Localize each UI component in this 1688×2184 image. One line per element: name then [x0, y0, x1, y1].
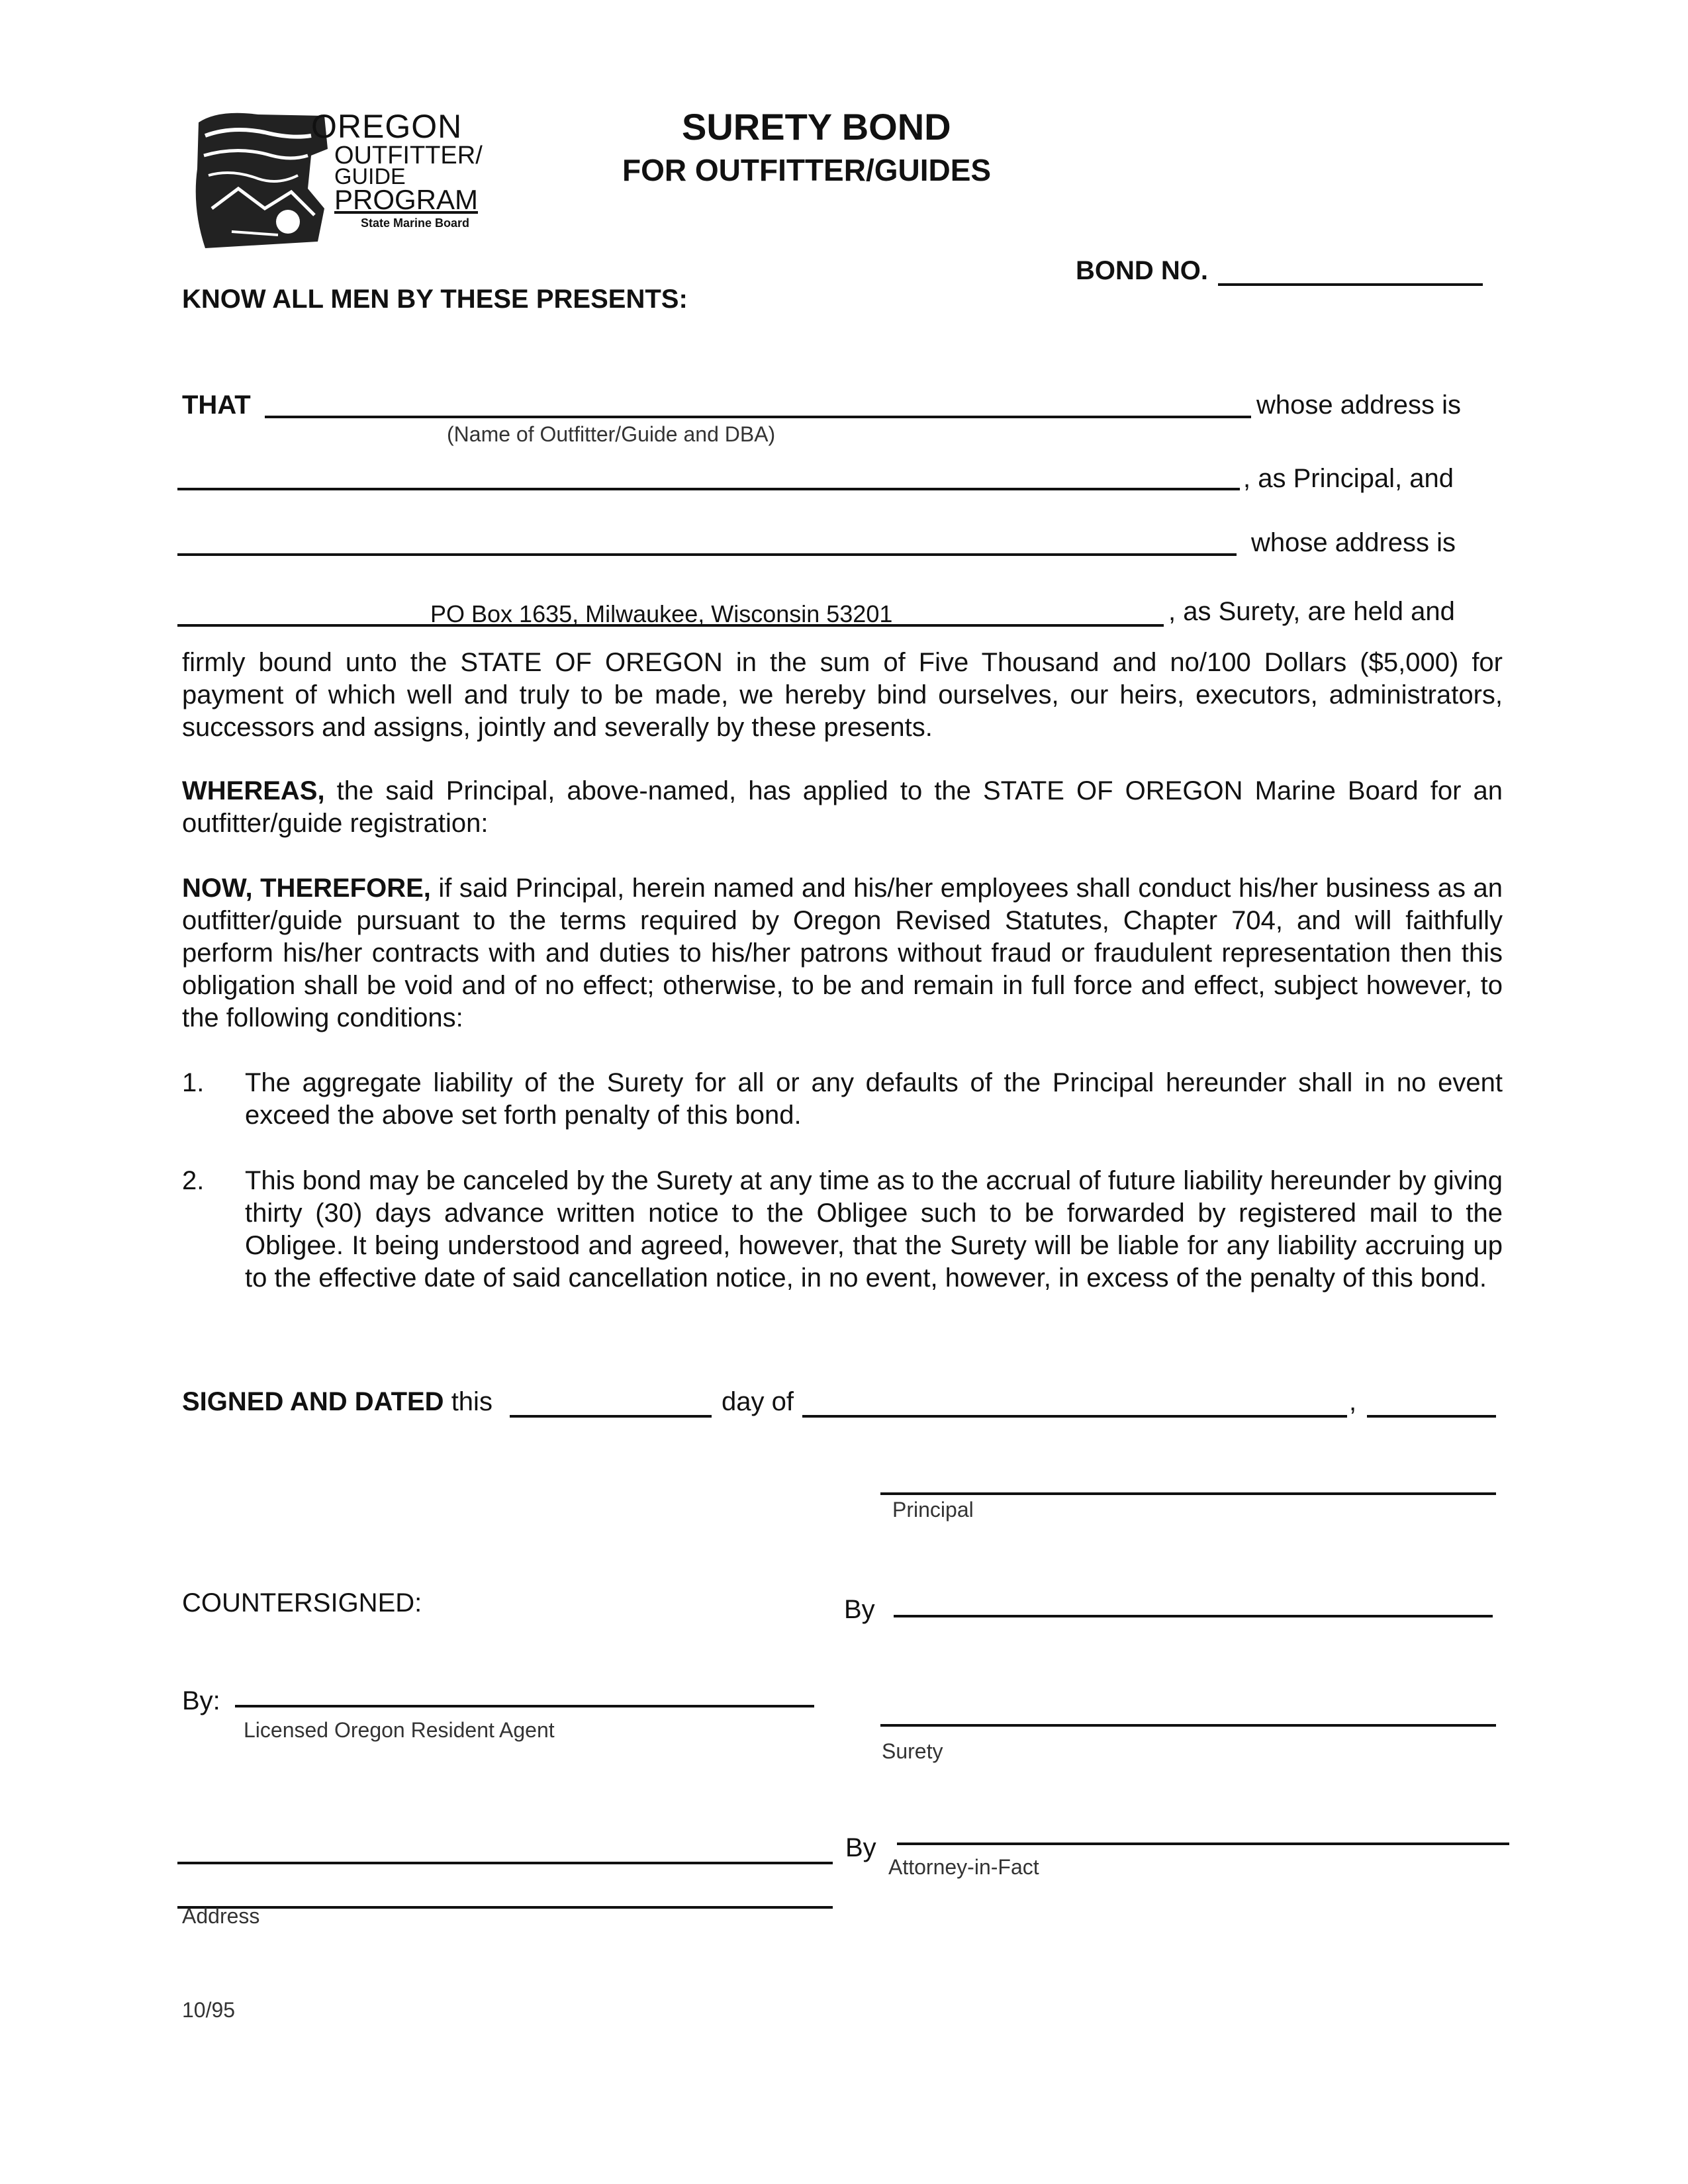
now-therefore-label: NOW, THEREFORE, — [182, 874, 431, 903]
surety-caption: Surety — [882, 1739, 943, 1763]
signed-and-dated — [182, 1386, 492, 1418]
condition-2-text: This bond may be canceled by the Surety at any time as to the accrual of future liability hereunder by giving thirty (30) days advance written notice to the Obligee such to be forwarded by registered mail to the Obligee. It being understood and agreed, however, that the Surety will be liable for any liability accruing up to the effective date of said cancellation notice, in no event, however, in excess of the penalty of this bond. — [245, 1166, 1503, 1293]
principal-caption: Principal — [892, 1498, 974, 1522]
signed-and-dated-label: SIGNED AND DATED — [182, 1387, 444, 1416]
form-date: 10/95 — [182, 1998, 236, 2022]
countersigned-label: COUNTERSIGNED: — [182, 1588, 422, 1617]
by-label-agent: By: — [182, 1686, 220, 1715]
oregon-outfitter-guide-program-logo — [192, 109, 510, 251]
logo-line-outfitter: OUTFITTER/ — [334, 142, 483, 169]
whose-address-label-2: whose address is — [1251, 528, 1456, 557]
logo-line-program: PROGRAM — [334, 184, 479, 215]
signed-this-label: this — [444, 1387, 492, 1416]
condition-1-text: The aggregate liability of the Surety for all or any defaults of the Principal hereunder shall in no event exceed the above set forth penalty of this bond. — [245, 1068, 1503, 1130]
principal-name-caption: (Name of Outfitter/Guide and DBA) — [447, 422, 776, 446]
whereas-label: WHEREAS, — [182, 776, 325, 805]
address-caption: Address — [182, 1904, 260, 1928]
now-therefore-paragraph — [182, 872, 1503, 1034]
agent-caption: Licensed Oregon Resident Agent — [244, 1718, 555, 1742]
page-title: SURETY BOND — [682, 106, 951, 148]
surety-address-value: PO Box 1635, Milwaukee, Wisconsin 53201 — [430, 600, 893, 627]
whose-address-label-1: whose address is — [1256, 390, 1462, 420]
page-subtitle: FOR OUTFITTER/GUIDES — [622, 153, 992, 187]
date-comma: , — [1349, 1387, 1357, 1416]
as-surety-label: , as Surety, are held and — [1168, 597, 1455, 626]
logo-line-guide: GUIDE — [334, 164, 406, 189]
that-label: THAT — [182, 390, 251, 420]
logo-sub: State Marine Board — [361, 216, 470, 230]
attorney-caption: Attorney-in-Fact — [888, 1855, 1039, 1879]
condition-1 — [245, 1067, 1503, 1132]
whereas-text: the said Principal, above-named, has applied to the STATE OF OREGON Marine Board for an outfitter/guide registration: — [182, 776, 1503, 838]
as-principal-label: , as Principal, and — [1243, 464, 1454, 493]
agent-address-line-2[interactable] — [177, 1906, 833, 1909]
logo-line-oregon: OREGON — [311, 108, 463, 145]
condition-2-number: 2. — [182, 1166, 205, 1195]
now-therefore-text: if said Principal, herein named and his/her employees shall conduct his/her business as an outfitter/guide pursuant to the terms required by Oregon Revised Statutes, Chapter 704, and will faithfully perform his/her contracts with and duties to his/her patrons without fraud or fraudulent representation then this obligation shall be void and of no effect; otherwise, to be and remain in full force and effect, subject however, to the following conditions: — [182, 874, 1503, 1032]
by-label-attorney: By — [845, 1833, 876, 1862]
whereas-paragraph — [182, 775, 1503, 840]
agent-signature-field[interactable] — [235, 1705, 814, 1707]
principal-signature-field[interactable] — [880, 1492, 1496, 1495]
by-label-principal: By — [844, 1595, 875, 1624]
principal-name-field[interactable] — [265, 416, 1251, 418]
surety-name-field[interactable] — [177, 553, 1237, 556]
bond-no-field[interactable] — [1218, 283, 1483, 286]
condition-2 — [245, 1165, 1503, 1295]
principal-by-field[interactable] — [894, 1615, 1493, 1617]
year-field[interactable] — [1367, 1415, 1496, 1418]
principal-address-field[interactable] — [177, 488, 1240, 490]
agent-address-line-1[interactable] — [177, 1862, 833, 1864]
attorney-in-fact-field[interactable] — [897, 1843, 1509, 1845]
surety-signature-field[interactable] — [880, 1724, 1496, 1727]
bond-no-label: BOND NO. — [1076, 256, 1208, 285]
know-all-heading: KNOW ALL MEN BY THESE PRESENTS: — [182, 285, 688, 314]
condition-1-number: 1. — [182, 1068, 205, 1097]
bond-paragraph-1-text: firmly bound unto the STATE OF OREGON in the sum of Five Thousand and no/100 Dollars ($5,000) for payment of which well and truly to be made, we hereby bind ourselves, our heirs, executors, administrators, successors and assigns, jointly and severally by these presents. — [182, 648, 1503, 742]
day-of-label: day of — [722, 1387, 794, 1416]
month-field[interactable] — [802, 1415, 1347, 1418]
day-field[interactable] — [510, 1415, 712, 1418]
bond-paragraph-1 — [182, 647, 1503, 744]
